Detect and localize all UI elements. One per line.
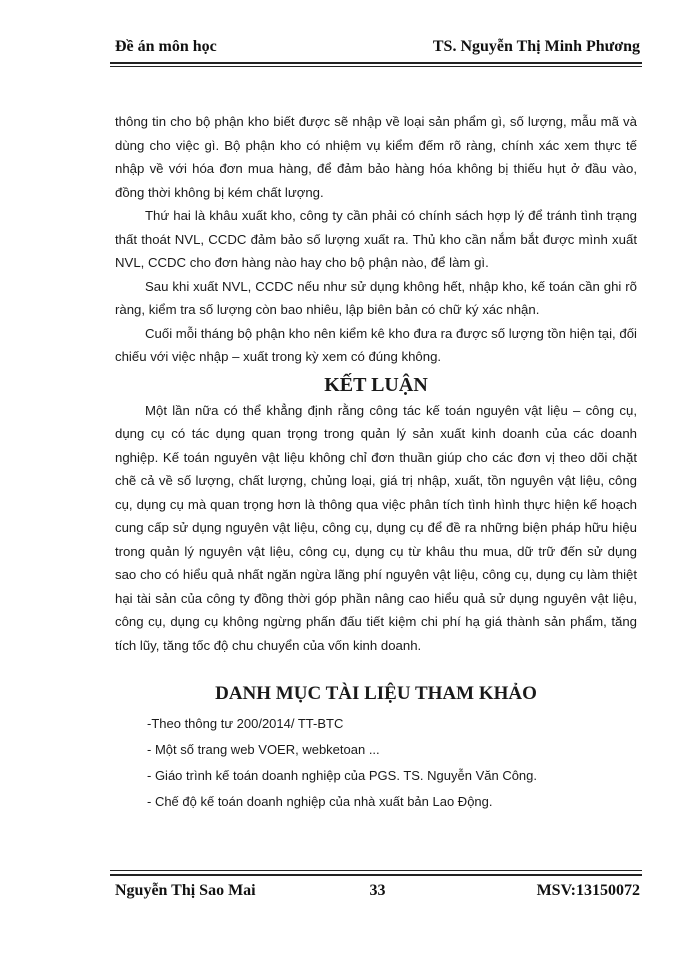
- reference-item: - Một số trang web VOER, webketoan ...: [147, 742, 380, 757]
- footer-rule-thick: [110, 874, 642, 876]
- footer-student-id: MSV:13150072: [536, 882, 640, 899]
- footer-author: Nguyễn Thị Sao Mai: [115, 882, 256, 899]
- paragraph-return: Sau khi xuất NVL, CCDC nếu như sử dụng không hết, nhập kho, kế toán cần ghi rõ ràng, kiểm tra số lượng còn bao nhiêu, lập biên bản có chữ ký xác nhận.: [115, 278, 637, 317]
- paragraph-continued: thông tin cho bộ phận kho biết được sẽ nhập về loại sản phẩm gì, số lượng, mẫu mã và dùng cho việc gì. Bộ phận kho có nhiệm vụ kiểm đếm rõ ràng, chính xác xem thực tế nhập về với hóa đơn mua hàng, để đảm bảo hàng hóa không bị thiếu hụt ở đầu vào, đồng thời không bị kém chất lượng.: [115, 114, 637, 200]
- page-number: 33: [369, 882, 386, 899]
- reference-item: -Theo thông tư 200/2014/ TT-BTC: [147, 716, 344, 731]
- header-supervisor: TS. Nguyễn Thị Minh Phương: [432, 38, 640, 55]
- page-footer: [115, 882, 640, 904]
- references-list: [115, 711, 637, 815]
- conclusion-heading: KẾT LUẬN: [324, 373, 428, 396]
- page-header: [115, 38, 640, 60]
- conclusion-paragraph: Một lần nữa có thể khẳng định rằng công tác kế toán nguyên vật liệu – công cụ, dụng cụ có tác dụng quan trọng trong quản lý sản xuất kinh doanh của các doanh nghiệp. Kế toán nguyên vật liệu không chỉ đơn thuần giúp cho các đơn vị theo dõi chặt chẽ cả về số lượng, chất lượng, chủng loại, giá trị nhập, xuất, tồn nguyên vật liệu, công cụ, dụng cụ mà quan trọng hơn là thông qua việc phân tích tình hình thực hiện kế hoạch cung cấp sử dụng nguyên vật liệu, công cụ, dụng cụ để đề ra những biện pháp hữu hiệu trong quản lý nguyên vật liệu, công cụ, dụng cụ từ khâu thu mua, dữ trữ đến sử dụng sao cho có hiểu quả nhất ngăn ngừa lãng phí nguyên vật liệu, công cụ, dụng cụ làm thiệt hại tài sản của công ty đồng thời góp phần nâng cao hiểu quả sử dụng nguyên vật liệu, công cụ, dụng cụ không ngừng phấn đấu tiết kiệm chi phí hạ giá thành sản phẩm, tăng tích lũy, tăng tốc độ chu chuyển của vốn kinh doanh.: [115, 402, 637, 653]
- header-course-title: Đề án môn học: [115, 38, 217, 55]
- paragraph-inventory: Cuối mỗi tháng bộ phận kho nên kiểm kê kho đưa ra được số lượng tồn hiện tại, đối chiếu với việc nhập – xuất trong kỳ xem có đúng không.: [115, 325, 637, 364]
- header-rule-thick: [110, 62, 642, 64]
- footer-rule-thin: [110, 870, 642, 871]
- reference-item: - Chế độ kế toán doanh nghiệp của nhà xuất bản Lao Động.: [147, 794, 493, 809]
- reference-item: - Giáo trình kế toán doanh nghiệp của PGS. TS. Nguyễn Văn Công.: [147, 768, 538, 783]
- header-rule-thin: [110, 66, 642, 67]
- page-body: [115, 110, 637, 815]
- paragraph-export: Thứ hai là khâu xuất kho, công ty cần phải có chính sách hợp lý để tránh tình trạng thất thoát NVL, CCDC đảm bảo số lượng xuất ra. Thủ kho cần nắm bắt được mình xuất NVL, CCDC cho đơn hàng nào hay cho bộ phận nào, để làm gì.: [115, 208, 637, 270]
- references-heading: DANH MỤC TÀI LIỆU THAM KHẢO: [215, 683, 537, 704]
